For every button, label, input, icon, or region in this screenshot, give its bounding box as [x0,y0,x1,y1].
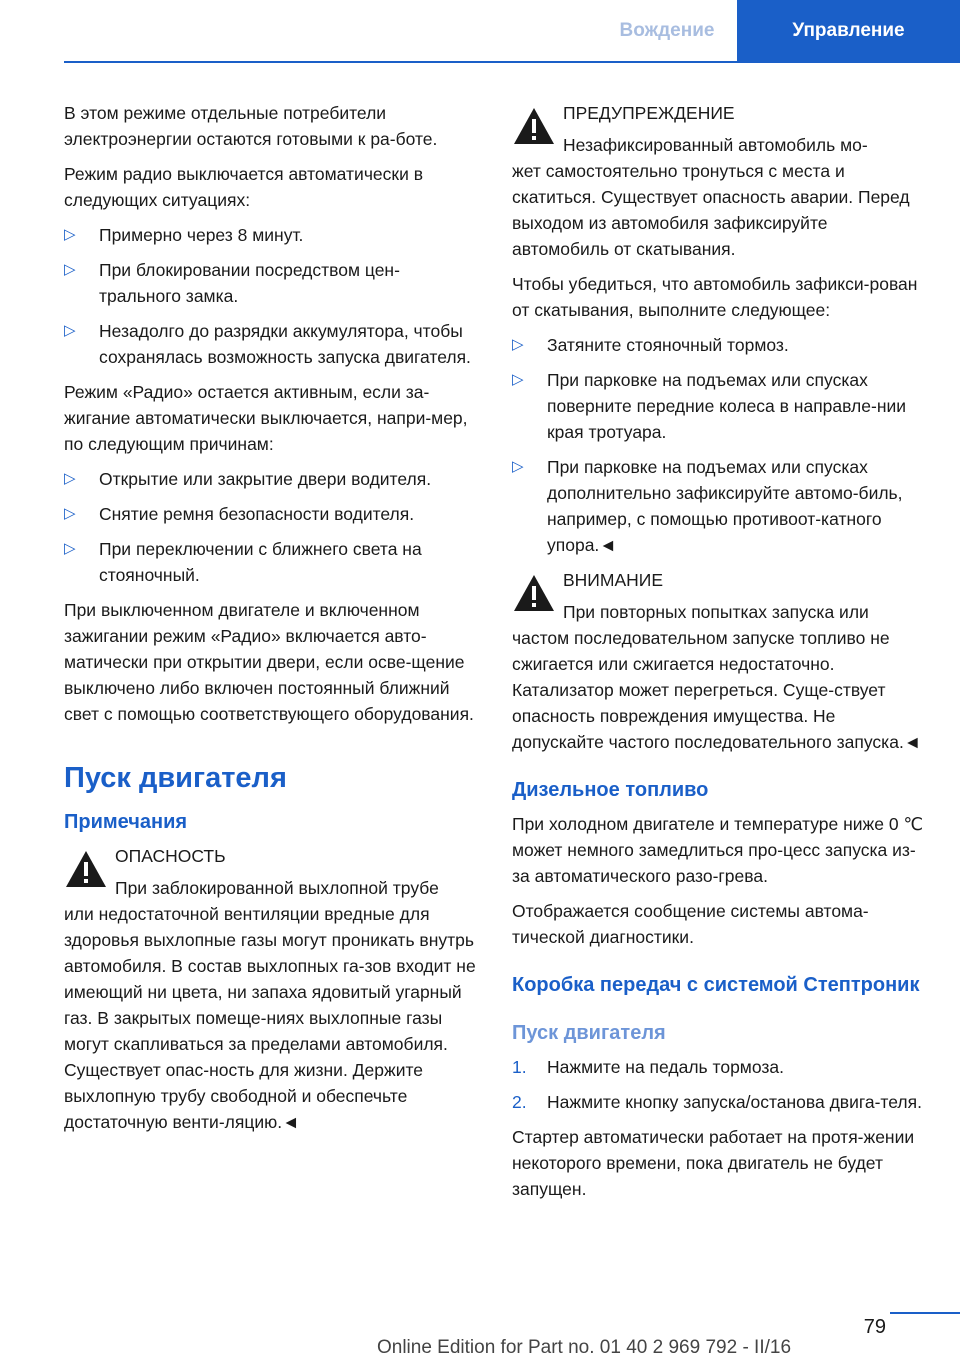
notice-title: ОПАСНОСТЬ [115,846,226,866]
notice-text: или недостаточной вентиляции вредные для здоровья выхлопные газы могут проникать внутрь автомобиля. В состав выхлопных га-зов входит не имеющий ни цвета, ни запаха ядовитый угарный газ. В закрытых помеще-ниях выхлопные газы могут скапливаться за пределами автомобиля. Существует опас-ность для жизни. Держите выхлопную трубу свободной и обеспечьте достаточную венти-ляцию.◄ [64,904,476,1132]
tab-driving[interactable]: Вождение [619,20,715,41]
notice-text: жет самостоятельно тронуться с места и скатиться. Существует опасность аварии. Перед выходом из автомобиля зафиксируйте автомобиль от скатывания. [512,161,910,259]
bullet-list [64,222,479,370]
paragraph: В этом режиме отдельные потребители электроэнергии остаются готовыми к ра-боте. [64,103,438,149]
edition-footer: Online Edition for Part no. 01 40 2 969 792 - II/16 [376,1337,792,1358]
list-item: 1. Нажмите на педаль тормоза. [512,1054,927,1080]
subsection-title: Коробка передач с системой Стептроник [512,974,920,996]
bullet-triangle-icon: ▷ [512,458,524,475]
numbered-list [512,1054,927,1115]
subsection-title: Примечания [64,811,188,833]
notice-title: ВНИМАНИЕ [563,570,664,590]
notice-text: частом последовательном запуске топливо не сжигается или сжигается недостаточно. Катализатор может перегреться. Суще-ствует опасность повреждения имущества. Не допускайте частого последовательного запуска.◄ [512,628,922,752]
bullet-list [64,466,479,588]
list-item: 2. Нажмите кнопку запуска/останова двига-теля. [512,1089,927,1115]
paragraph: Режим «Радио» остается активным, если за-жигание автоматически выключается, напри-мер, по следующим причинам: [64,382,468,454]
danger-notice [64,843,479,1135]
paragraph: Режим радио выключается автоматически в следующих ситуациях: [64,164,424,210]
warning-notice [512,100,927,262]
warning-triangle-icon [512,106,556,146]
step-number: 2. [512,1092,527,1112]
list-item: ▷ Затяните стояночный тормоз. [512,332,927,358]
bullet-triangle-icon: ▷ [64,322,76,339]
bullet-triangle-icon: ▷ [64,261,76,278]
list-item: ▷ Снятие ремня безопасности водителя. [64,501,479,527]
notice-text: При повторных попытках запуска или [563,602,869,622]
paragraph: При выключенном двигателе и включенном зажигании режим «Радио» включается авто-матически при открытии двери, если осве-щение выключено либо включен постоянный ближний свет с помощью соответствующего оборудования. [64,600,474,724]
paragraph: Отображается сообщение системы автома-тической диагностики. [512,901,869,947]
bullet-triangle-icon: ▷ [512,371,524,388]
list-item: ▷ При парковке на подъемах или спусках дополнительно зафиксируйте автомо-биль, например, с помощью противоот-катного упора.◄ [512,454,927,558]
subsection-title: Дизельное топливо [512,779,709,801]
left-column [64,100,479,1144]
list-item: ▷ При переключении с ближнего света на стояночный. [64,536,479,588]
bullet-triangle-icon: ▷ [512,336,524,353]
page-header [0,0,960,62]
tab-controls[interactable]: Управление [737,0,960,62]
section-title: Пуск двигателя [64,762,287,794]
list-item: ▷ Примерно через 8 минут. [64,222,479,248]
notice-text: При заблокированной выхлопной трубе [115,878,439,898]
list-item: ▷ Незадолго до разрядки аккумулятора, чтобы сохранялась возможность запуска двигателя. [64,318,479,370]
notice-title: ПРЕДУПРЕЖДЕНИЕ [563,103,735,123]
list-item: ▷ Открытие или закрытие двери водителя. [64,466,479,492]
footer-divider [890,1312,960,1314]
list-item: ▷ При парковке на подъемах или спусках поверните передние колеса в направле-нии края тротуара. [512,367,927,445]
paragraph: Стартер автоматически работает на протя-жении некоторого времени, пока двигатель не будет запущен. [512,1127,915,1199]
bullet-triangle-icon: ▷ [64,470,76,487]
list-item: ▷ При блокировании посредством цен-трального замка. [64,257,479,309]
paragraph: При холодном двигателе и температуре ниже 0 ℃ может немного замедлиться про-цесс запуска из-за автоматического разо-грева. [512,814,924,886]
right-column [512,100,927,1211]
bullet-triangle-icon: ▷ [64,505,76,522]
bullet-list [512,332,927,558]
subsubsection-title: Пуск двигателя [512,1022,666,1044]
step-number: 1. [512,1057,527,1077]
caution-notice [512,567,927,755]
bullet-triangle-icon: ▷ [64,226,76,243]
paragraph: Чтобы убедиться, что автомобиль зафикси-рован от скатывания, выполните следующее: [512,274,918,320]
warning-triangle-icon [512,573,556,613]
page-number: 79 [863,1316,886,1338]
header-divider [64,61,960,63]
warning-triangle-icon [64,849,108,889]
bullet-triangle-icon: ▷ [64,540,76,557]
notice-text: Незафиксированный автомобиль мо- [563,135,868,155]
